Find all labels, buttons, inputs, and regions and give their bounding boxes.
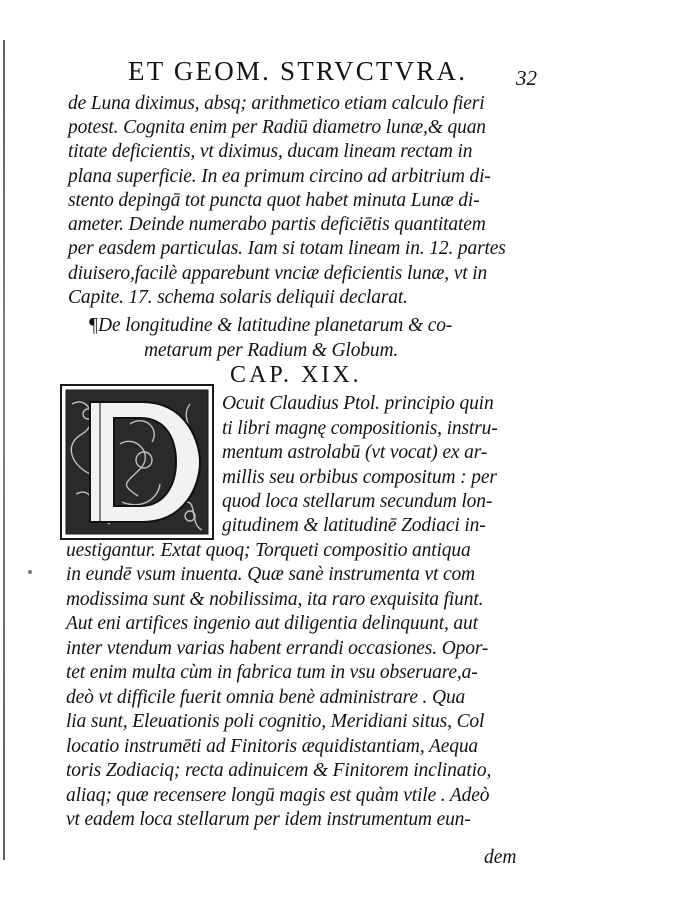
text-line: stento depingā tot puncta quot habet minuta Lunæ di- bbox=[68, 190, 480, 211]
chapter-heading: CAP. XIX. bbox=[230, 362, 362, 388]
text-line: ti libri magnę compositionis, instru- bbox=[222, 418, 498, 439]
text-line: ameter. Deinde numerabo partis deficiētis quantitatem bbox=[68, 214, 486, 235]
binding-edge bbox=[3, 40, 5, 860]
text-line: quod loca stellarum secundum lon- bbox=[222, 491, 493, 512]
text-line: Ocuit Claudius Ptol. principio quin bbox=[222, 393, 494, 414]
text-line: mentum astrolabū (vt vocat) ex ar- bbox=[222, 442, 488, 463]
text-line: aliaq; quæ recensere longū magis est quàm vtile . Adeò bbox=[66, 785, 490, 806]
text-line: vt eadem loca stellarum per idem instrumentum eun- bbox=[66, 809, 471, 830]
decorated-initial-d bbox=[60, 384, 214, 540]
text-line: millis seu orbibus compositum : per bbox=[222, 467, 497, 488]
section-subheading: metarum per Radium & Globum. bbox=[144, 340, 399, 361]
text-line: gitudinem & latitudinē Zodiaci in- bbox=[222, 515, 486, 536]
text-line: plana superficie. In ea primum circino ad arbitrium di- bbox=[68, 166, 491, 187]
text-line: deò vt difficile fuerit omnia benè administrare . Qua bbox=[66, 687, 466, 708]
text-line: modissima sunt & nobilissima, ita raro exquisita fiunt. bbox=[66, 589, 484, 610]
section-subheading: ¶De longitudine & latitudine planetarum & co- bbox=[88, 315, 453, 336]
text-line: locatio instrumēti ad Finitoris æquidistantiam, Aequa bbox=[66, 736, 479, 757]
text-line: Aut eni artifices ingenio aut diligentia delinquunt, aut bbox=[66, 613, 478, 634]
text-line: diuisero,facilè apparebunt vnciæ deficientis lunæ, vt in bbox=[68, 263, 488, 284]
text-line: potest. Cognita enim per Radiū diametro lunæ,& quan bbox=[68, 117, 486, 138]
text-line: inter vtendum varias habent errandi occasiones. Opor- bbox=[66, 638, 489, 659]
text-line: uestigantur. Extat quoq; Torqueti compositio antiqua bbox=[66, 540, 471, 561]
running-title: ET GEOM. STRVCTVRA. bbox=[128, 56, 468, 86]
ink-speck bbox=[28, 570, 32, 574]
text-line: Capite. 17. schema solaris deliquii declarat. bbox=[68, 287, 408, 308]
text-line: de Luna diximus, absq; arithmetico etiam calculo fieri bbox=[68, 93, 485, 114]
text-line: per easdem particulas. Iam si totam lineam in. 12. partes bbox=[68, 238, 506, 259]
page-number: 32 bbox=[516, 66, 537, 90]
text-line: titate deficientis, vt diximus, ducam lineam rectam in bbox=[68, 141, 473, 162]
text-line: lia sunt, Eleuationis poli cognitio, Meridiani situs, Col bbox=[66, 711, 485, 732]
text-line: in eundē vsum inuenta. Quæ sanè instrumenta vt com bbox=[66, 564, 475, 585]
catchword: dem bbox=[484, 847, 517, 868]
text-line: toris Zodiaciq; recta adinuicem & Finitorem inclinatio, bbox=[66, 760, 492, 781]
text-line: tet enim multa cùm in fabrica tum in vsu obseruare,a- bbox=[66, 662, 478, 683]
